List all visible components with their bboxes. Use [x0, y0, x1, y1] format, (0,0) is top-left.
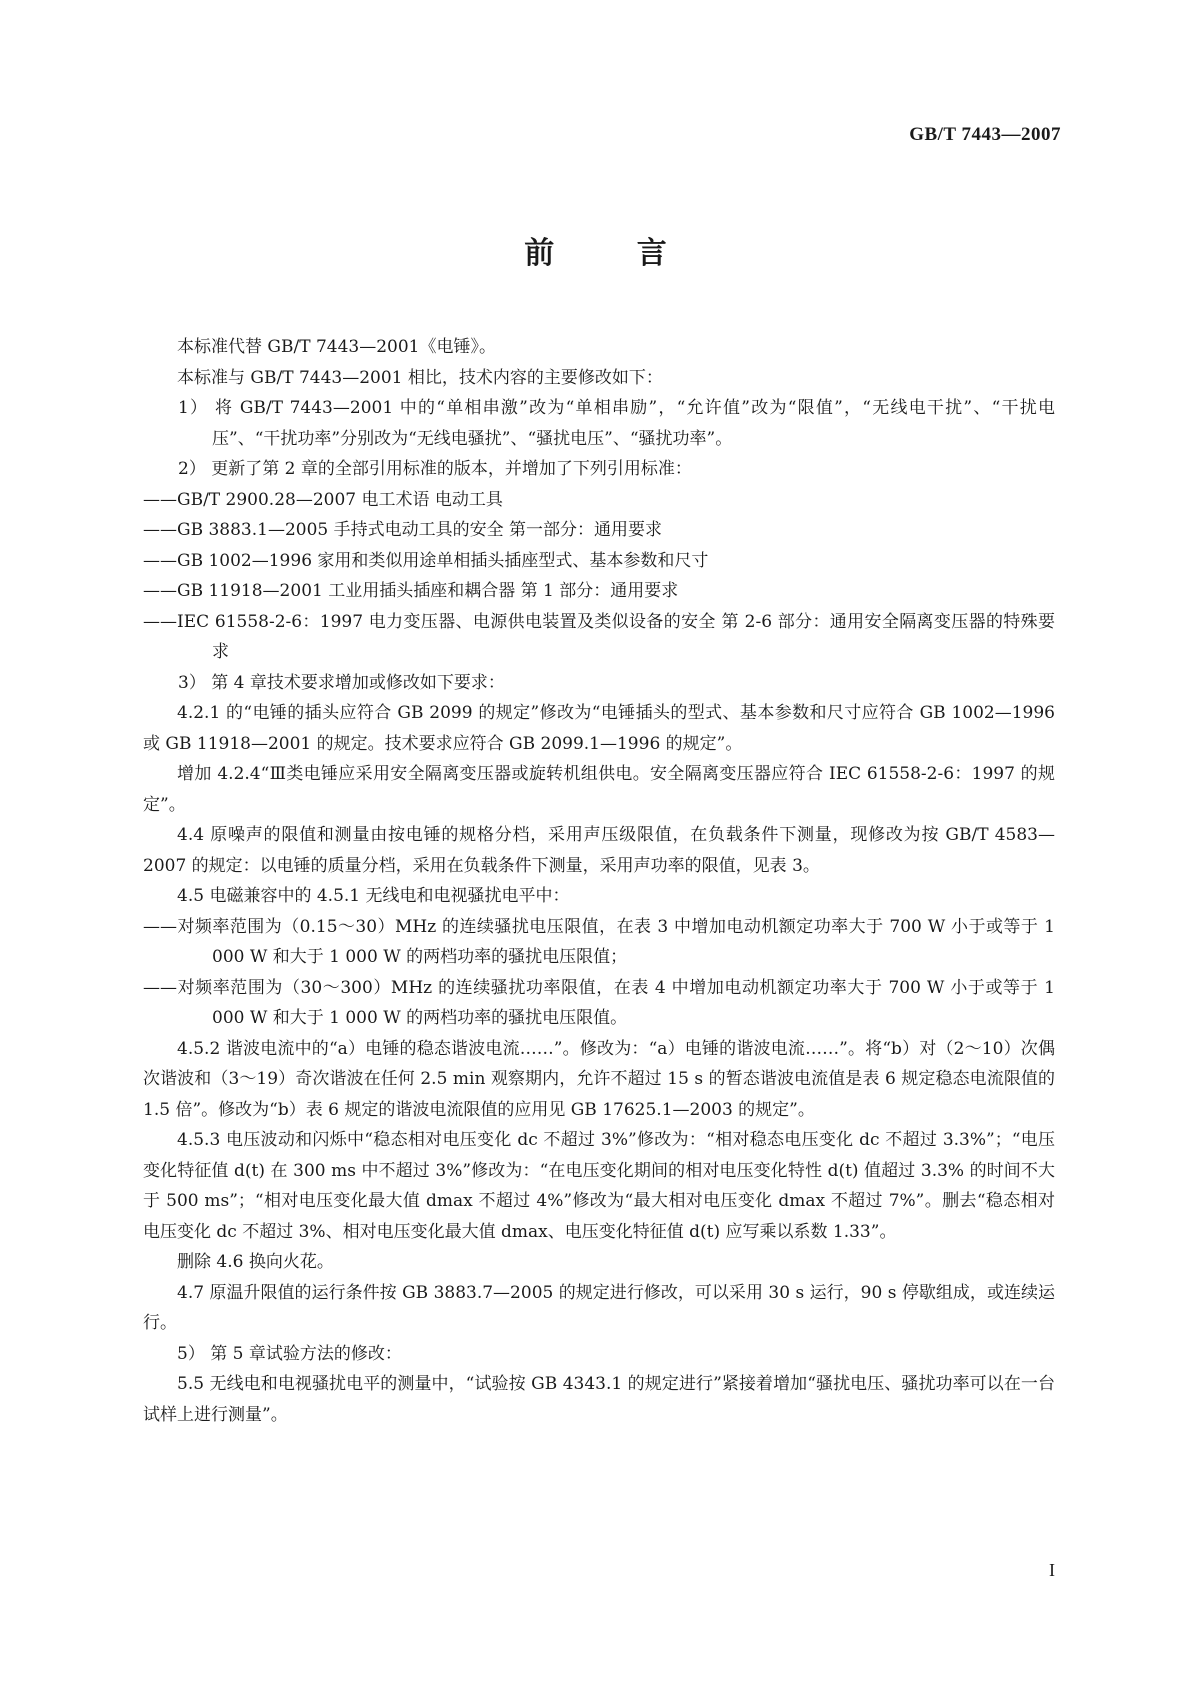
standard-code: GB/T 7443—2007 — [909, 124, 1061, 145]
paragraph-4-6: 删除 4.6 换向火花。 — [177, 1252, 334, 1272]
list-item-5: 5） 第 5 章试验方法的修改： — [177, 1343, 402, 1364]
paragraph-4-5: 4.5 电磁兼容中的 4.5.1 无线电和电视骚扰电平中： — [177, 886, 570, 906]
paragraph-0: 本标准代替 GB/T 7443—2001《电锤》。 — [177, 337, 496, 357]
paragraph-4-7: 4.7 原温升限值的运行条件按 GB 3883.7—2005 的规定进行修改，可以采用 30 s 运行，90 s 停歇组成，或连续运行。 — [143, 1282, 1055, 1333]
paragraph-4-5-3: 4.5.3 电压波动和闪烁中“稳态相对电压变化 dc 不超过 3%”修改为：“相对稳态电压变化 dc 不超过 3.3%”；“电压变化特征值 d(t) 在 300 ms 中不超过 3%”修改为：“在电压变化期间的相对电压变化特性 d(t) 值超过 3.3% 的时间不大于 500 ms”；“相对电压变化最大值 dmax 不超过 4%”修改为“最大相对电压变化 dmax 不超过 7%”。删去“稳态相对电压变化 dc 不超过 3%、相对电压变化最大值 dmax、电压变化特征值 d(t) 应写乘以系数 1.33”。 — [143, 1130, 1055, 1242]
list-item-3: 3） 第 4 章技术要求增加或修改如下要求： — [178, 672, 505, 693]
list-item-1: 1） 将 GB/T 7443—2001 中的“单相串激”改为“单相串励”，“允许值”改为“限值”，“无线电干扰”、“干扰电压”、“干扰功率”分别改为“无线电骚扰”、“骚扰电压”、“骚扰功率”。 — [178, 398, 1055, 449]
paragraph-5-5: 5.5 无线电和电视骚扰电平的测量中，“试验按 GB 4343.1 的规定进行”紧接着增加“骚扰电压、骚扰功率可以在一台试样上进行测量”。 — [143, 1374, 1055, 1425]
reference-item: ——GB 1002—1996 家用和类似用途单相插头插座型式、基本参数和尺寸 — [143, 550, 709, 571]
emc-item: ——对频率范围为（30～300）MHz 的连续骚扰功率限值，在表 4 中增加电动机额定功率大于 700 W 小于或等于 1 000 W 和大于 1 000 W 的两档功率的骚扰电压限值。 — [143, 977, 1055, 1028]
paragraph-4-2-1: 4.2.1 的“电锤的插头应符合 GB 2099 的规定”修改为“电锤插头的型式、基本参数和尺寸应符合 GB 1002—1996 或 GB 11918—2001 的规定。技术要求应符合 GB 2099.1—1996 的规定”。 — [143, 703, 1055, 754]
reference-item: ——GB/T 2900.28—2007 电工术语 电动工具 — [143, 489, 503, 510]
list-item-2: 2） 更新了第 2 章的全部引用标准的版本，并增加了下列引用标准： — [178, 459, 692, 479]
emc-item: ——对频率范围为（0.15～30）MHz 的连续骚扰电压限值，在表 3 中增加电动机额定功率大于 700 W 小于或等于 1 000 W 和大于 1 000 W 的两档功率的骚扰电压限值； — [143, 916, 1055, 967]
paragraph-4-4: 4.4 原噪声的限值和测量由按电锤的规格分档，采用声压级限值，在负载条件下测量，现修改为按 GB/T 4583—2007 的规定：以电锤的质量分档，采用在负载条件下测量，采用声功率的限值，见表 3。 — [143, 825, 1055, 876]
paragraph-1: 本标准与 GB/T 7443—2001 相比，技术内容的主要修改如下： — [177, 367, 663, 388]
paragraph-4-5-2: 4.5.2 谐波电流中的“a）电锤的稳态谐波电流……”。修改为：“a）电锤的谐波电流……”。将“b）对（2～10）次偶次谐波和（3～19）奇次谐波在任何 2.5 min 观察期内，允许不超过 15 s 的暂态谐波电流值是表 6 规定稳态电流限值的 1.5 倍”。修改为“b）表 6 规定的谐波电流限值的应用见 GB 17625.1—2003 的规定”。 — [143, 1038, 1055, 1120]
page-number: I — [1049, 1560, 1055, 1580]
reference-item: ——GB 3883.1—2005 手持式电动工具的安全 第一部分：通用要求 — [143, 520, 663, 540]
document-body — [143, 332, 1055, 1430]
reference-item: ——IEC 61558-2-6：1997 电力变压器、电源供电装置及类似设备的安全 第 2-6 部分：通用安全隔离变压器的特殊要求 — [143, 611, 1055, 662]
reference-item: ——GB 11918—2001 工业用插头插座和耦合器 第 1 部分：通用要求 — [143, 581, 679, 601]
page-title: 前 言 — [524, 236, 703, 271]
paragraph-4-2-4: 增加 4.2.4“Ⅲ类电锤应采用安全隔离变压器或旋转机组供电。安全隔离变压器应符合 IEC 61558-2-6：1997 的规定”。 — [143, 764, 1055, 815]
